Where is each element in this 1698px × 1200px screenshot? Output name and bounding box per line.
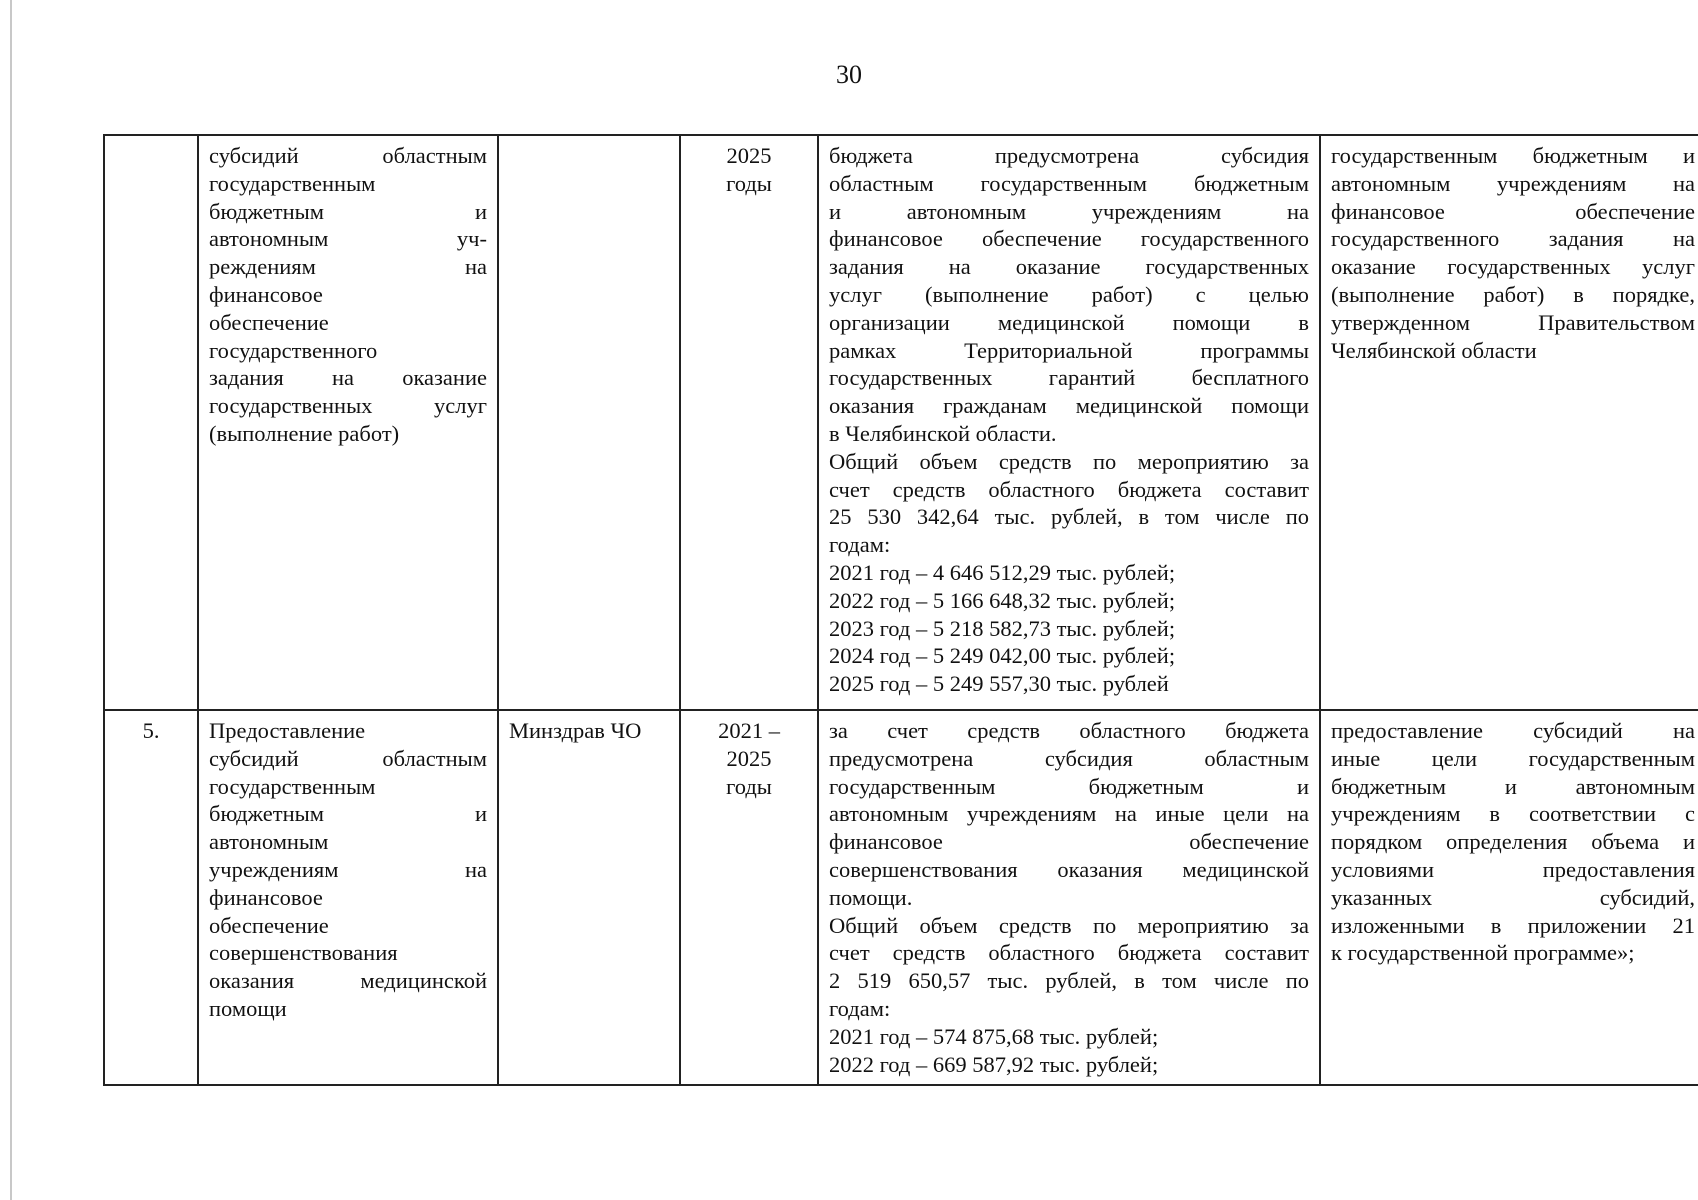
- cell-line: реждениям на: [209, 254, 487, 280]
- cell-line: государственного задания на: [1331, 226, 1695, 252]
- cell-line: обеспечение: [209, 912, 329, 938]
- cell-line: государственных услуг: [209, 393, 487, 419]
- table-row: [104, 135, 1698, 710]
- cell-line: учреждениям на: [209, 856, 487, 882]
- cell-line: 2021 год – 574 875,68 тыс. рублей;: [829, 1023, 1159, 1049]
- description-cell: [818, 135, 1320, 710]
- cell-line: Предоставление: [209, 718, 366, 743]
- cell-line: (выполнение работ): [209, 420, 400, 446]
- cell-line: государственным бюджетным и: [829, 773, 1309, 799]
- measure-name-cell: [198, 710, 498, 1085]
- cell-line: бюджетным и автономным: [1331, 773, 1695, 799]
- result-cell: [1320, 135, 1698, 710]
- cell-line: изложенными в приложении 21: [1331, 912, 1695, 938]
- cell-line: автономным учреждениям на иные цели на: [829, 801, 1309, 827]
- executor-cell: [498, 135, 680, 710]
- cell-line: Общий объем средств по мероприятию за: [829, 448, 1309, 474]
- row-number-cell: [104, 135, 198, 710]
- cell-line: 2025: [726, 745, 772, 771]
- cell-line: годы: [726, 170, 772, 196]
- cell-line: помощи.: [829, 884, 913, 910]
- cell-line: государственным бюджетным и: [1331, 143, 1695, 168]
- cell-line: субсидий областным: [209, 143, 487, 168]
- table-row: [104, 710, 1698, 1085]
- cell-line: Челябинской области: [1331, 337, 1537, 363]
- cell-line: 2021 год – 4 646 512,29 тыс. рублей;: [829, 559, 1176, 585]
- cell-line: и автономным учреждениям на: [829, 198, 1309, 224]
- cell-line: финансовое обеспечение: [829, 829, 1309, 855]
- cell-line: автономным: [209, 829, 329, 855]
- cell-line: 2022 год – 5 166 648,32 тыс. рублей;: [829, 587, 1176, 613]
- cell-line: областным государственным бюджетным: [829, 170, 1309, 196]
- cell-line: счет средств областного бюджета составит: [829, 940, 1309, 966]
- cell-line: автономным учреждениям на: [1331, 170, 1695, 196]
- cell-line: финансовое: [209, 281, 323, 307]
- cell-line: учреждениям в соответствии с: [1331, 801, 1695, 827]
- cell-line: годам:: [829, 532, 891, 558]
- cell-line: 2 519 650,57 тыс. рублей, в том числе по: [829, 968, 1309, 994]
- cell-line: автономным уч-: [209, 226, 487, 252]
- measure-name-cell: [198, 135, 498, 710]
- cell-line: совершенствования: [209, 940, 398, 966]
- cell-line: рамках Территориальной программы: [829, 337, 1309, 363]
- cell-line: финансовое обеспечение государственного: [829, 226, 1309, 252]
- description-cell: [818, 710, 1320, 1085]
- cell-line: государственным: [209, 773, 376, 799]
- cell-line: 2024 год – 5 249 042,00 тыс. рублей;: [829, 643, 1176, 669]
- cell-line: к государственной программе»;: [1331, 940, 1635, 966]
- period-cell: [680, 710, 818, 1085]
- cell-line: задания на оказание государственных: [829, 254, 1309, 280]
- cell-line: совершенствования оказания медицинской: [829, 856, 1309, 882]
- cell-line: за счет средств областного бюджета: [829, 718, 1309, 743]
- cell-line: государственных гарантий бесплатного: [829, 365, 1309, 391]
- cell-line: (выполнение работ) в порядке,: [1331, 281, 1695, 307]
- page-edge-line: [10, 0, 12, 1200]
- cell-line: 2025: [726, 143, 772, 168]
- cell-line: условиями предоставления: [1331, 856, 1695, 882]
- cell-line: утвержденном Правительством: [1331, 309, 1695, 335]
- cell-line: порядком определения объема и: [1331, 829, 1695, 855]
- cell-line: годы: [726, 773, 772, 799]
- cell-line: годам:: [829, 995, 891, 1021]
- period-cell: [680, 135, 818, 710]
- executor-cell: Минздрав ЧО: [498, 710, 680, 1085]
- cell-line: государственным: [209, 170, 376, 196]
- cell-line: указанных субсидий,: [1331, 884, 1695, 910]
- program-table: [103, 134, 1698, 1086]
- cell-line: государственного: [209, 337, 378, 363]
- cell-line: предоставление субсидий на: [1331, 718, 1695, 743]
- cell-line: счет средств областного бюджета составит: [829, 476, 1309, 502]
- cell-line: Общий объем средств по мероприятию за: [829, 912, 1309, 938]
- cell-line: бюджета предусмотрена субсидия: [829, 143, 1309, 168]
- cell-line: 2023 год – 5 218 582,73 тыс. рублей;: [829, 615, 1176, 641]
- result-cell: [1320, 710, 1698, 1085]
- page-number: 30: [836, 60, 862, 89]
- cell-line: финансовое обеспечение: [1331, 198, 1695, 224]
- cell-line: оказания медицинской: [209, 968, 487, 994]
- cell-line: 2022 год – 669 587,92 тыс. рублей;: [829, 1051, 1159, 1077]
- cell-line: 2025 год – 5 249 557,30 тыс. рублей: [829, 671, 1169, 697]
- cell-line: услуг (выполнение работ) с целью: [829, 281, 1309, 307]
- cell-line: задания на оказание: [209, 365, 487, 391]
- cell-line: иные цели государственным: [1331, 745, 1695, 771]
- cell-line: предусмотрена субсидия областным: [829, 745, 1309, 771]
- cell-line: 25 530 342,64 тыс. рублей, в том числе по: [829, 504, 1309, 530]
- cell-line: обеспечение: [209, 309, 329, 335]
- cell-line: субсидий областным: [209, 745, 487, 771]
- cell-line: организации медицинской помощи в: [829, 309, 1309, 335]
- cell-line: оказания гражданам медицинской помощи: [829, 393, 1309, 419]
- cell-line: оказание государственных услуг: [1331, 254, 1695, 280]
- cell-line: бюджетным и: [209, 198, 487, 224]
- cell-line: в Челябинской области.: [829, 420, 1057, 446]
- cell-line: финансовое: [209, 884, 323, 910]
- cell-line: бюджетным и: [209, 801, 487, 827]
- cell-line: помощи: [209, 995, 287, 1021]
- cell-line: 2021 –: [718, 718, 780, 743]
- row-number-cell: 5.: [104, 710, 198, 1085]
